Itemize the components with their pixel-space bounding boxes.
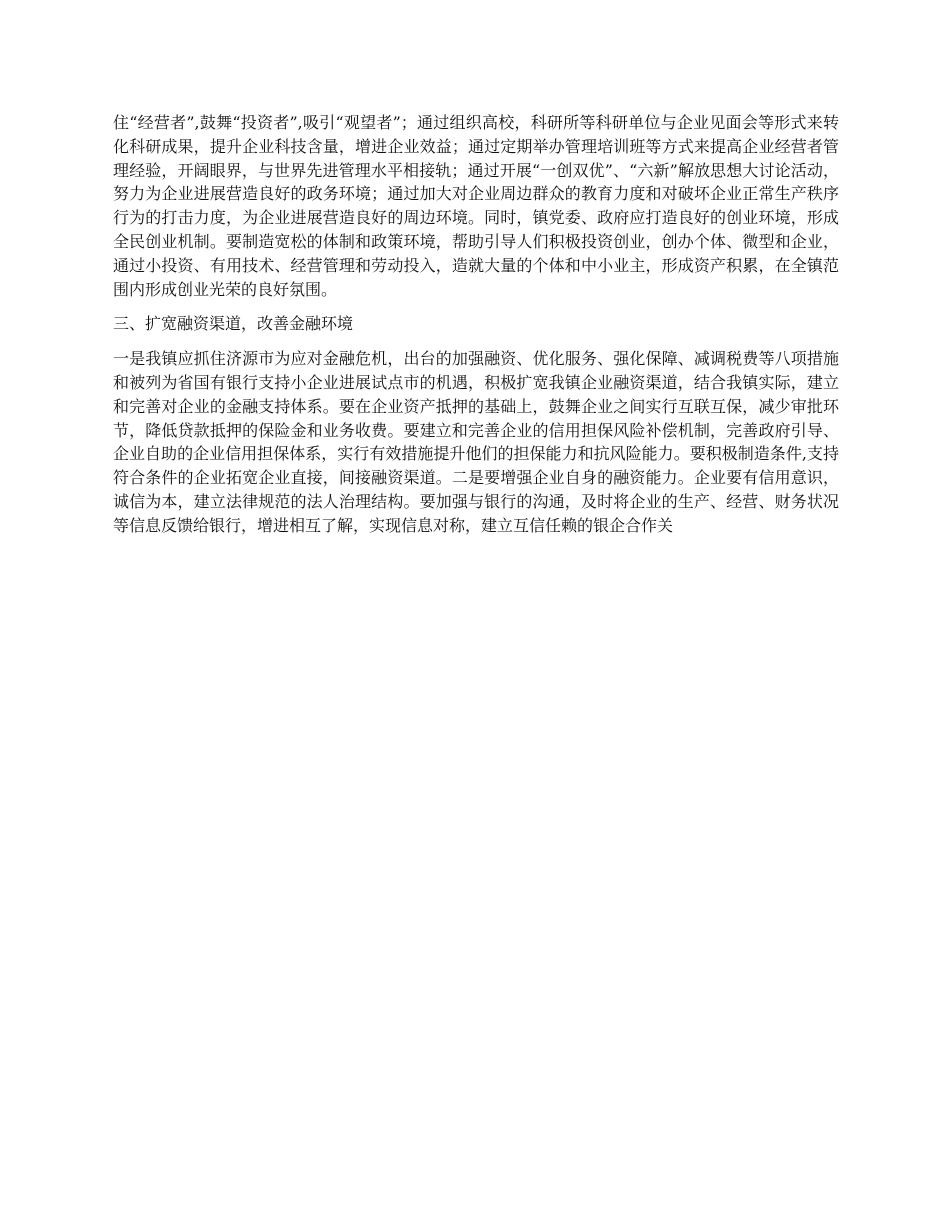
paragraph-financing-channels: 一是我镇应抓住济源市为应对金融危机，出台的加强融资、优化服务、强化保障、减调税费等八项措施和被列为省国有银行支持小企业进展试点市的机遇，积极扩宽我镇企业融资渠道，结合我镇实际，建立和完善对企业的金融支持体系。要在企业资产抵押的基础上，鼓舞企业之间实行互联互保，减少审批环节，降低贷款抵押的保险金和业务收费。要建立和完善企业的信用担保风险补偿机制，完善政府引导、企业自助的企业信用担保体系，实行有效措施提升他们的担保能力和抗风险能力。要积极制造条件,支持符合条件的企业拓宽企业直接，间接融资渠道。二是要增强企业自身的融资能力。企业要有信用意识，诚信为本，建立法律规范的法人治理结构。要加强与银行的沟通，及时将企业的生产、经营、财务状况等信息反馈给银行，增进相互了解，实现信息对称，建立互信任赖的银企合作关 — [113, 349, 839, 535]
section-heading-financing: 三、扩宽融资渠道，改善金融环境 — [113, 314, 354, 334]
paragraph-business-environment: 住“经营者”,鼓舞“投资者”,吸引“观望者”；通过组织高校，科研所等科研单位与企业见面会等形式来转化科研成果，提升企业科技含量，增进企业效益；通过定期举办管理培训班等方式来提高企业经营者管理经验，开阔眼界，与世界先进管理水平相接轨；通过开展“一创双优”、“六新”解放思想大讨论活动，努力为企业进展营造良好的政务环境；通过加大对企业周边群众的教育力度和对破坏企业正常生产秩序行为的打击力度，为企业进展营造良好的周边环境。同时，镇党委、政府应打造良好的创业环境，形成全民创业机制。要制造宽松的体制和政策环境，帮助引导人们积极投资创业，创办个体、微型和企业，通过小投资、有用技术、经营管理和劳动投入，造就大量的个体和中小业主，形成资产积累，在全镇范围内形成创业光荣的良好氛围。 — [113, 113, 839, 299]
document-page — [113, 111, 839, 538]
